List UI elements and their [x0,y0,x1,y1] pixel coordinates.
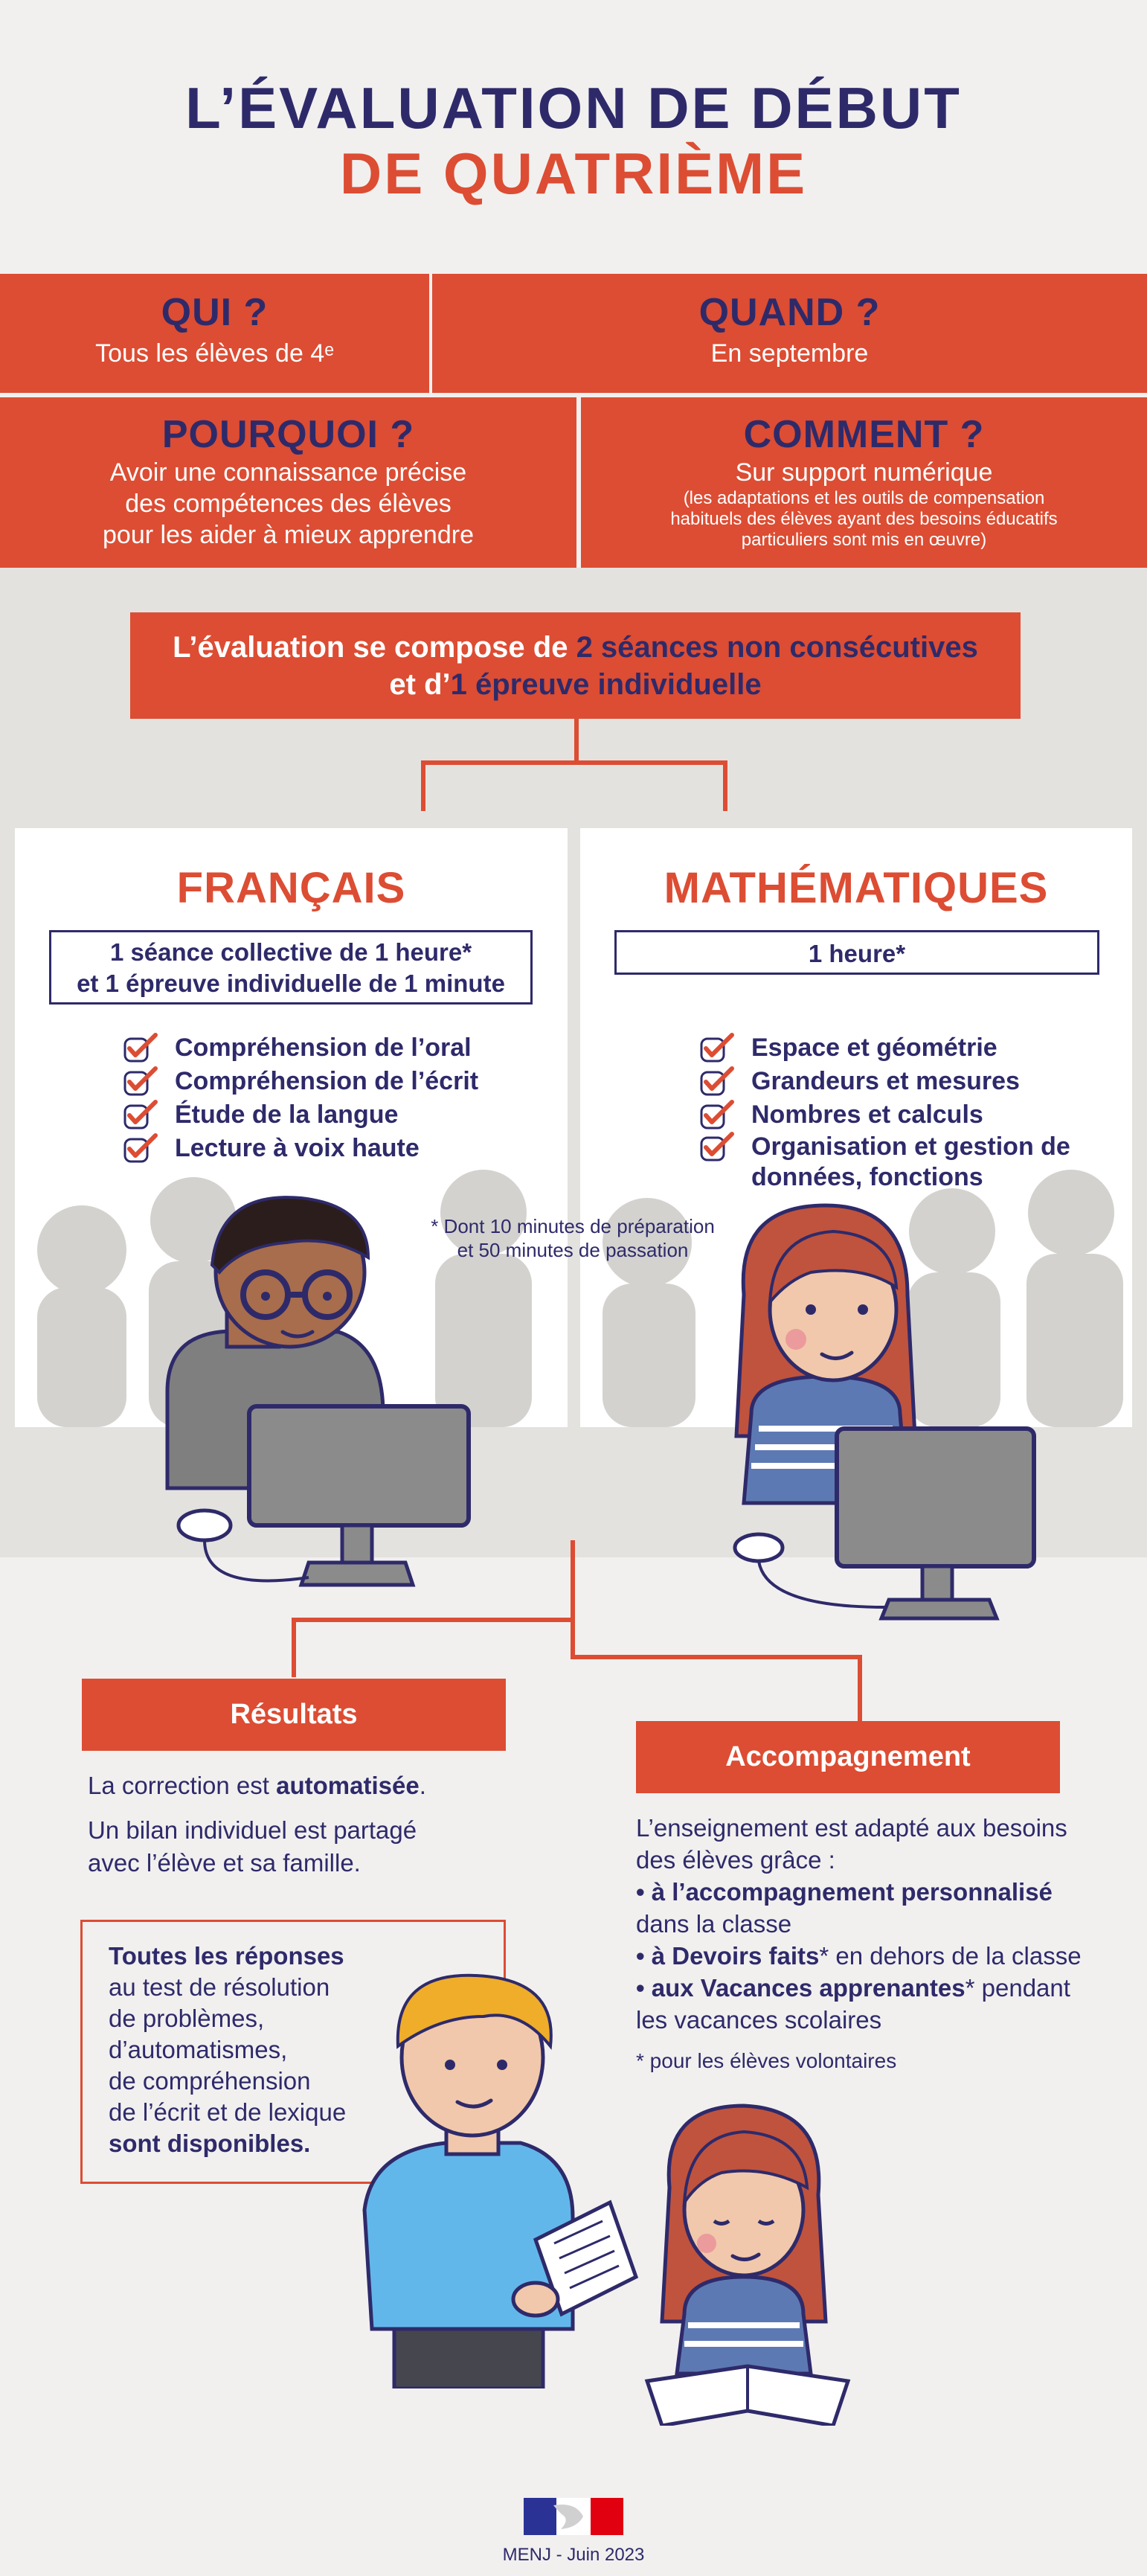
connector [723,760,727,811]
francais-duration-line2: et 1 épreuve individuelle de 1 minute [77,970,505,997]
pourquoi-box [0,397,576,568]
maths-title: MATHÉMATIQUES [664,864,1049,912]
footer-credit: MENJ - Juin 2023 [502,2545,645,2565]
page-title-line1: L’ÉVALUATION DE DÉBUT [185,75,962,141]
list-item [699,1098,1116,1131]
list-item [699,1064,1116,1098]
composition-text: L’évaluation se compose de [173,631,576,664]
list-item-label: Espace et géométrie [751,1033,997,1062]
student-girl-illustration [722,1191,1064,1637]
reponses-bold1: Toutes les réponses [109,1942,344,1970]
marianne-logo [524,2498,623,2535]
list-item [699,1031,1116,1064]
comment-note: habituels des élèves ayant des besoins éducatifs [670,509,1058,529]
checkbox-icon [699,1131,735,1162]
comment-text: Sur support numérique [735,458,993,487]
resultats-p1-end: . [419,1772,426,1799]
list-item-label: Grandeurs et mesures [751,1066,1020,1095]
connector [858,1655,862,1722]
list-item-label: Organisation et gestion de [751,1132,1070,1161]
bullet-devoirs-rest: * en dehors de la classe [819,1942,1082,1970]
footnote-line1: * Dont 10 minutes de préparation [431,1215,715,1237]
list-item [123,1131,539,1164]
connector [571,1655,862,1659]
list-item-continuation: données, fonctions [751,1163,983,1191]
pourquoi-line: des compétences des élèves [125,490,452,518]
connector [421,760,425,811]
qui-heading: QUI ? [161,291,269,334]
francais-title: FRANÇAIS [176,864,406,912]
pourquoi-line: pour les aider à mieux apprendre [103,521,474,549]
student-reading-illustration [603,2098,900,2426]
checkbox-icon [699,1066,735,1097]
connector [571,1540,575,1659]
page-title-line2: DE QUATRIÈME [339,141,808,206]
qui-box [0,274,429,393]
list-item-label: Compréhension de l’écrit [175,1066,479,1095]
reponses-line: au test de résolution [109,1973,330,2001]
reponses-line: d’automatismes, [109,2036,288,2063]
reponses-line: de problèmes, [109,2005,265,2032]
bullet-vacances-rest: * pendant [965,1974,1070,2002]
quand-text: En septembre [710,339,869,368]
qui-text: Tous les élèves de 4ᵉ [95,339,334,368]
reponses-box-top [80,1920,506,1922]
pourquoi-line: Avoir une connaissance précise [109,458,467,487]
list-item-label: Compréhension de l’oral [175,1033,472,1062]
resultats-p2-line2: avec l’élève et sa famille. [88,1849,361,1877]
list-item [699,1131,1116,1162]
checkbox-icon [699,1099,735,1130]
comment-note: particuliers sont mis en œuvre) [741,530,987,550]
comment-heading: COMMENT ? [743,413,985,456]
list-item-label: Nombres et calculs [751,1100,983,1129]
list-item-label: Lecture à voix haute [175,1133,420,1162]
francais-list [123,1031,539,1164]
composition-epreuve: 1 épreuve individuelle [450,668,762,701]
resultats-text [88,1769,534,1880]
bullet-ap: • à l’accompagnement personnalisé [636,1878,1053,1906]
maths-duration: 1 heure* [614,930,1099,975]
footnote-line2: et 50 minutes de passation [457,1239,689,1261]
bullet-vacances-cont: les vacances scolaires [636,2006,882,2034]
resultats-p1-bold: automatisée [276,1772,420,1799]
francais-duration [49,930,533,1005]
comment-note: (les adaptations et les outils de compensation [683,488,1045,508]
checkbox-icon [123,1132,158,1164]
composition-text: et d’ [389,668,451,701]
resultats-p1: La correction est [88,1772,277,1799]
checkbox-icon [123,1099,158,1130]
accompagnement-intro: L’enseignement est adapté aux besoins [636,1814,1067,1842]
francais-duration-line1: 1 séance collective de 1 heure* [109,938,472,966]
accompagnement-heading: Accompagnement [636,1721,1060,1793]
reponses-line: de l’écrit et de lexique [109,2098,347,2126]
reponses-bold2: sont disponibles. [109,2130,311,2157]
checkbox-icon [123,1066,158,1097]
quand-heading: QUAND ? [698,291,881,334]
resultats-heading: Résultats [82,1679,506,1751]
connector [292,1618,296,1677]
list-item [123,1098,539,1131]
composition-seances: 2 séances non consécutives [576,631,978,664]
list-item [123,1031,539,1064]
comment-box [581,397,1147,568]
accompagnement-intro: des élèves grâce : [636,1846,835,1874]
maths-list [699,1031,1116,1192]
resultats-p2-line1: Un bilan individuel est partagé [88,1816,417,1844]
student-boy-illustration [138,1176,487,1607]
reponses-line: de compréhension [109,2067,311,2095]
composition-banner [130,612,1021,719]
connector [574,719,579,765]
bullet-devoirs: • à Devoirs faits [636,1942,820,1970]
connector [421,760,727,765]
list-item [123,1064,539,1098]
checkbox-icon [123,1032,158,1063]
bullet-ap-cont: dans la classe [636,1910,792,1938]
volontaires-note: * pour les élèves volontaires [636,2049,897,2072]
accompagnement-text [636,1812,1127,2077]
checkbox-icon [699,1032,735,1063]
pourquoi-heading: POURQUOI ? [161,413,415,456]
quand-box [432,274,1147,393]
list-item-label: Étude de la langue [175,1100,399,1129]
bullet-vacances: • aux Vacances apprenantes [636,1974,966,2002]
connector [292,1618,575,1622]
